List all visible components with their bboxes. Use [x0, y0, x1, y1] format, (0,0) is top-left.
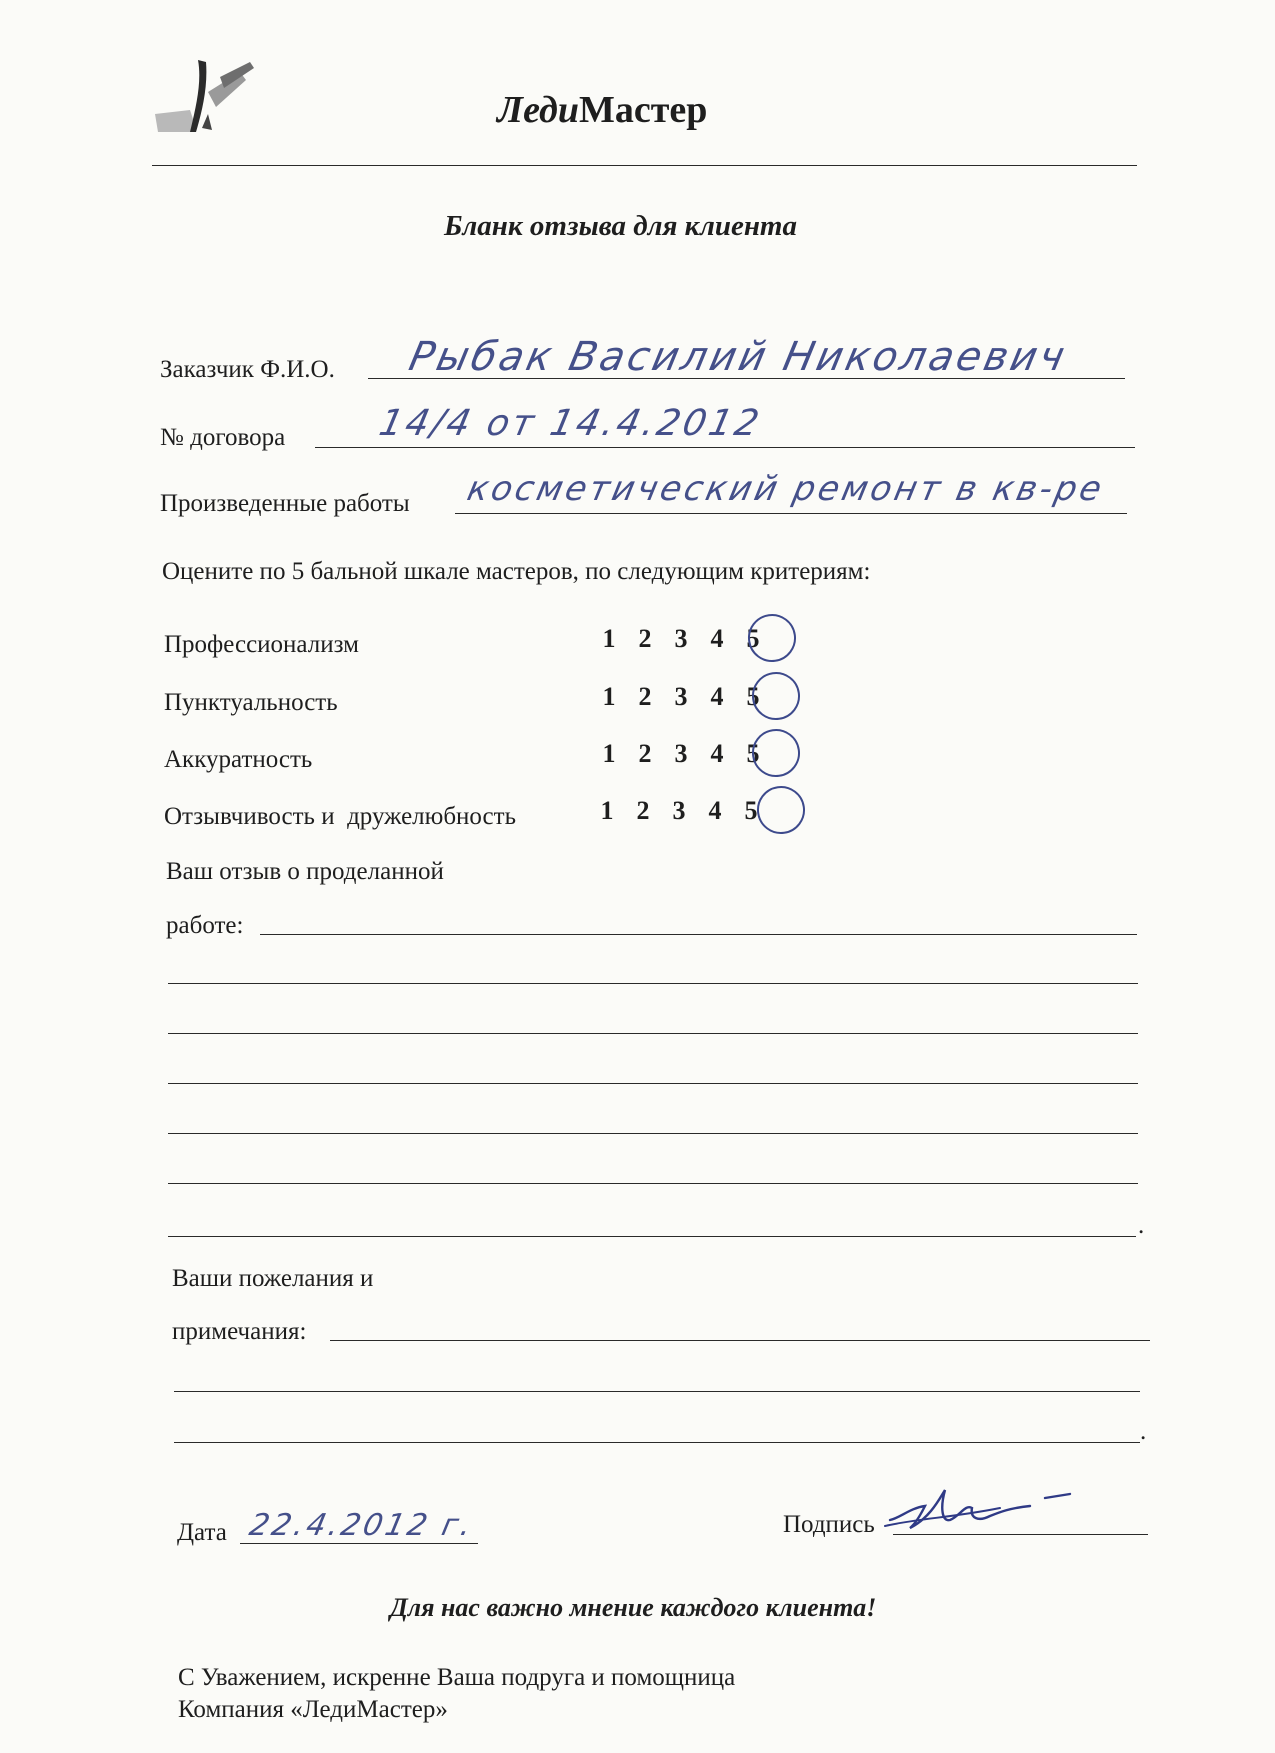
brand-name [497, 88, 707, 132]
closing-company: Компания «ЛедиМастер» [178, 1696, 448, 1723]
rating-option-5[interactable]: 5 [744, 796, 758, 825]
wishes-end-mark: . [1140, 1418, 1147, 1445]
rating-option-1[interactable]: 1 [602, 682, 616, 711]
date-label: Дата [177, 1519, 227, 1546]
feedback-label-cont: работе: [166, 912, 244, 939]
feedback-line[interactable] [168, 1133, 1138, 1134]
signature-mark [880, 1478, 1095, 1538]
contract-value[interactable]: 14/4 от 14.4.2012 [375, 403, 766, 444]
works-underline [455, 513, 1127, 514]
brand-name-italic: Леди [497, 89, 579, 131]
rating-option-2[interactable]: 2 [638, 682, 652, 711]
rating-option-1[interactable]: 1 [602, 624, 616, 653]
form-title: Бланк отзыва для клиента [444, 210, 797, 242]
feedback-line[interactable] [168, 1236, 1136, 1237]
works-label: Произведенные работы [160, 490, 410, 517]
feedback-end-mark: . [1138, 1212, 1145, 1239]
header-divider [152, 165, 1137, 166]
selected-rating-circle [749, 726, 803, 780]
rating-option-1[interactable]: 1 [600, 796, 614, 825]
criterion-label: Аккуратность [164, 746, 313, 773]
selected-rating-circle [754, 783, 808, 837]
wishes-line[interactable] [174, 1391, 1140, 1392]
customer-label: Заказчик Ф.И.О. [160, 356, 335, 383]
wishes-label: Ваши пожелания и [172, 1265, 374, 1292]
rating-option-3[interactable]: 3 [672, 796, 686, 825]
criterion-label: Пунктуальность [164, 689, 338, 716]
feedback-line[interactable] [168, 1083, 1138, 1084]
brand-name-regular: Мастер [578, 89, 708, 131]
closing-line: С Уважением, искренне Ваша подруга и помощница [178, 1664, 736, 1691]
rating-scale [591, 682, 771, 712]
rating-option-5[interactable]: 5 [746, 739, 760, 768]
feedback-line[interactable] [168, 1033, 1138, 1034]
works-value[interactable]: косметический ремонт в кв-ре [463, 469, 1108, 509]
wishes-label-cont: примечания: [172, 1318, 307, 1345]
wishes-line[interactable] [330, 1340, 1150, 1341]
rating-option-1[interactable]: 1 [602, 739, 616, 768]
selected-rating-circle [749, 669, 803, 723]
rating-option-4[interactable]: 4 [708, 796, 722, 825]
selected-rating-circle [745, 611, 799, 665]
rating-option-2[interactable]: 2 [636, 796, 650, 825]
contract-label: № договора [160, 424, 286, 451]
feedback-line[interactable] [168, 983, 1138, 984]
slogan: Для нас важно мнение каждого клиента! [390, 1593, 877, 1622]
date-underline [240, 1543, 478, 1544]
contract-underline [315, 447, 1135, 448]
criterion-label: Профессионализм [164, 631, 359, 658]
brand-logo [150, 52, 270, 142]
rating-instruction: Оцените по 5 бальной шкале мастеров, по следующим критериям: [162, 558, 871, 585]
rating-option-5[interactable]: 5 [746, 682, 760, 711]
customer-value[interactable]: Рыбак Василий Николаевич [405, 334, 1072, 380]
rating-option-2[interactable]: 2 [638, 624, 652, 653]
rating-option-3[interactable]: 3 [674, 739, 688, 768]
rating-option-5[interactable]: 5 [746, 624, 760, 653]
feedback-label: Ваш отзыв о проделанной [166, 858, 444, 885]
rating-option-4[interactable]: 4 [710, 739, 724, 768]
rating-option-4[interactable]: 4 [710, 682, 724, 711]
feedback-line[interactable] [168, 1183, 1138, 1184]
rating-option-2[interactable]: 2 [638, 739, 652, 768]
feedback-line[interactable] [260, 934, 1137, 935]
rating-scale [591, 624, 771, 654]
rating-option-3[interactable]: 3 [674, 624, 688, 653]
rating-option-3[interactable]: 3 [674, 682, 688, 711]
rating-scale [591, 739, 771, 769]
wishes-line[interactable] [174, 1442, 1140, 1443]
rating-scale [589, 796, 769, 826]
signature-label: Подпись [783, 1511, 875, 1538]
rating-option-4[interactable]: 4 [710, 624, 724, 653]
criterion-label: Отзывчивость и дружелюбность [164, 803, 516, 830]
date-value[interactable]: 22.4.2012 г. [246, 1508, 478, 1543]
